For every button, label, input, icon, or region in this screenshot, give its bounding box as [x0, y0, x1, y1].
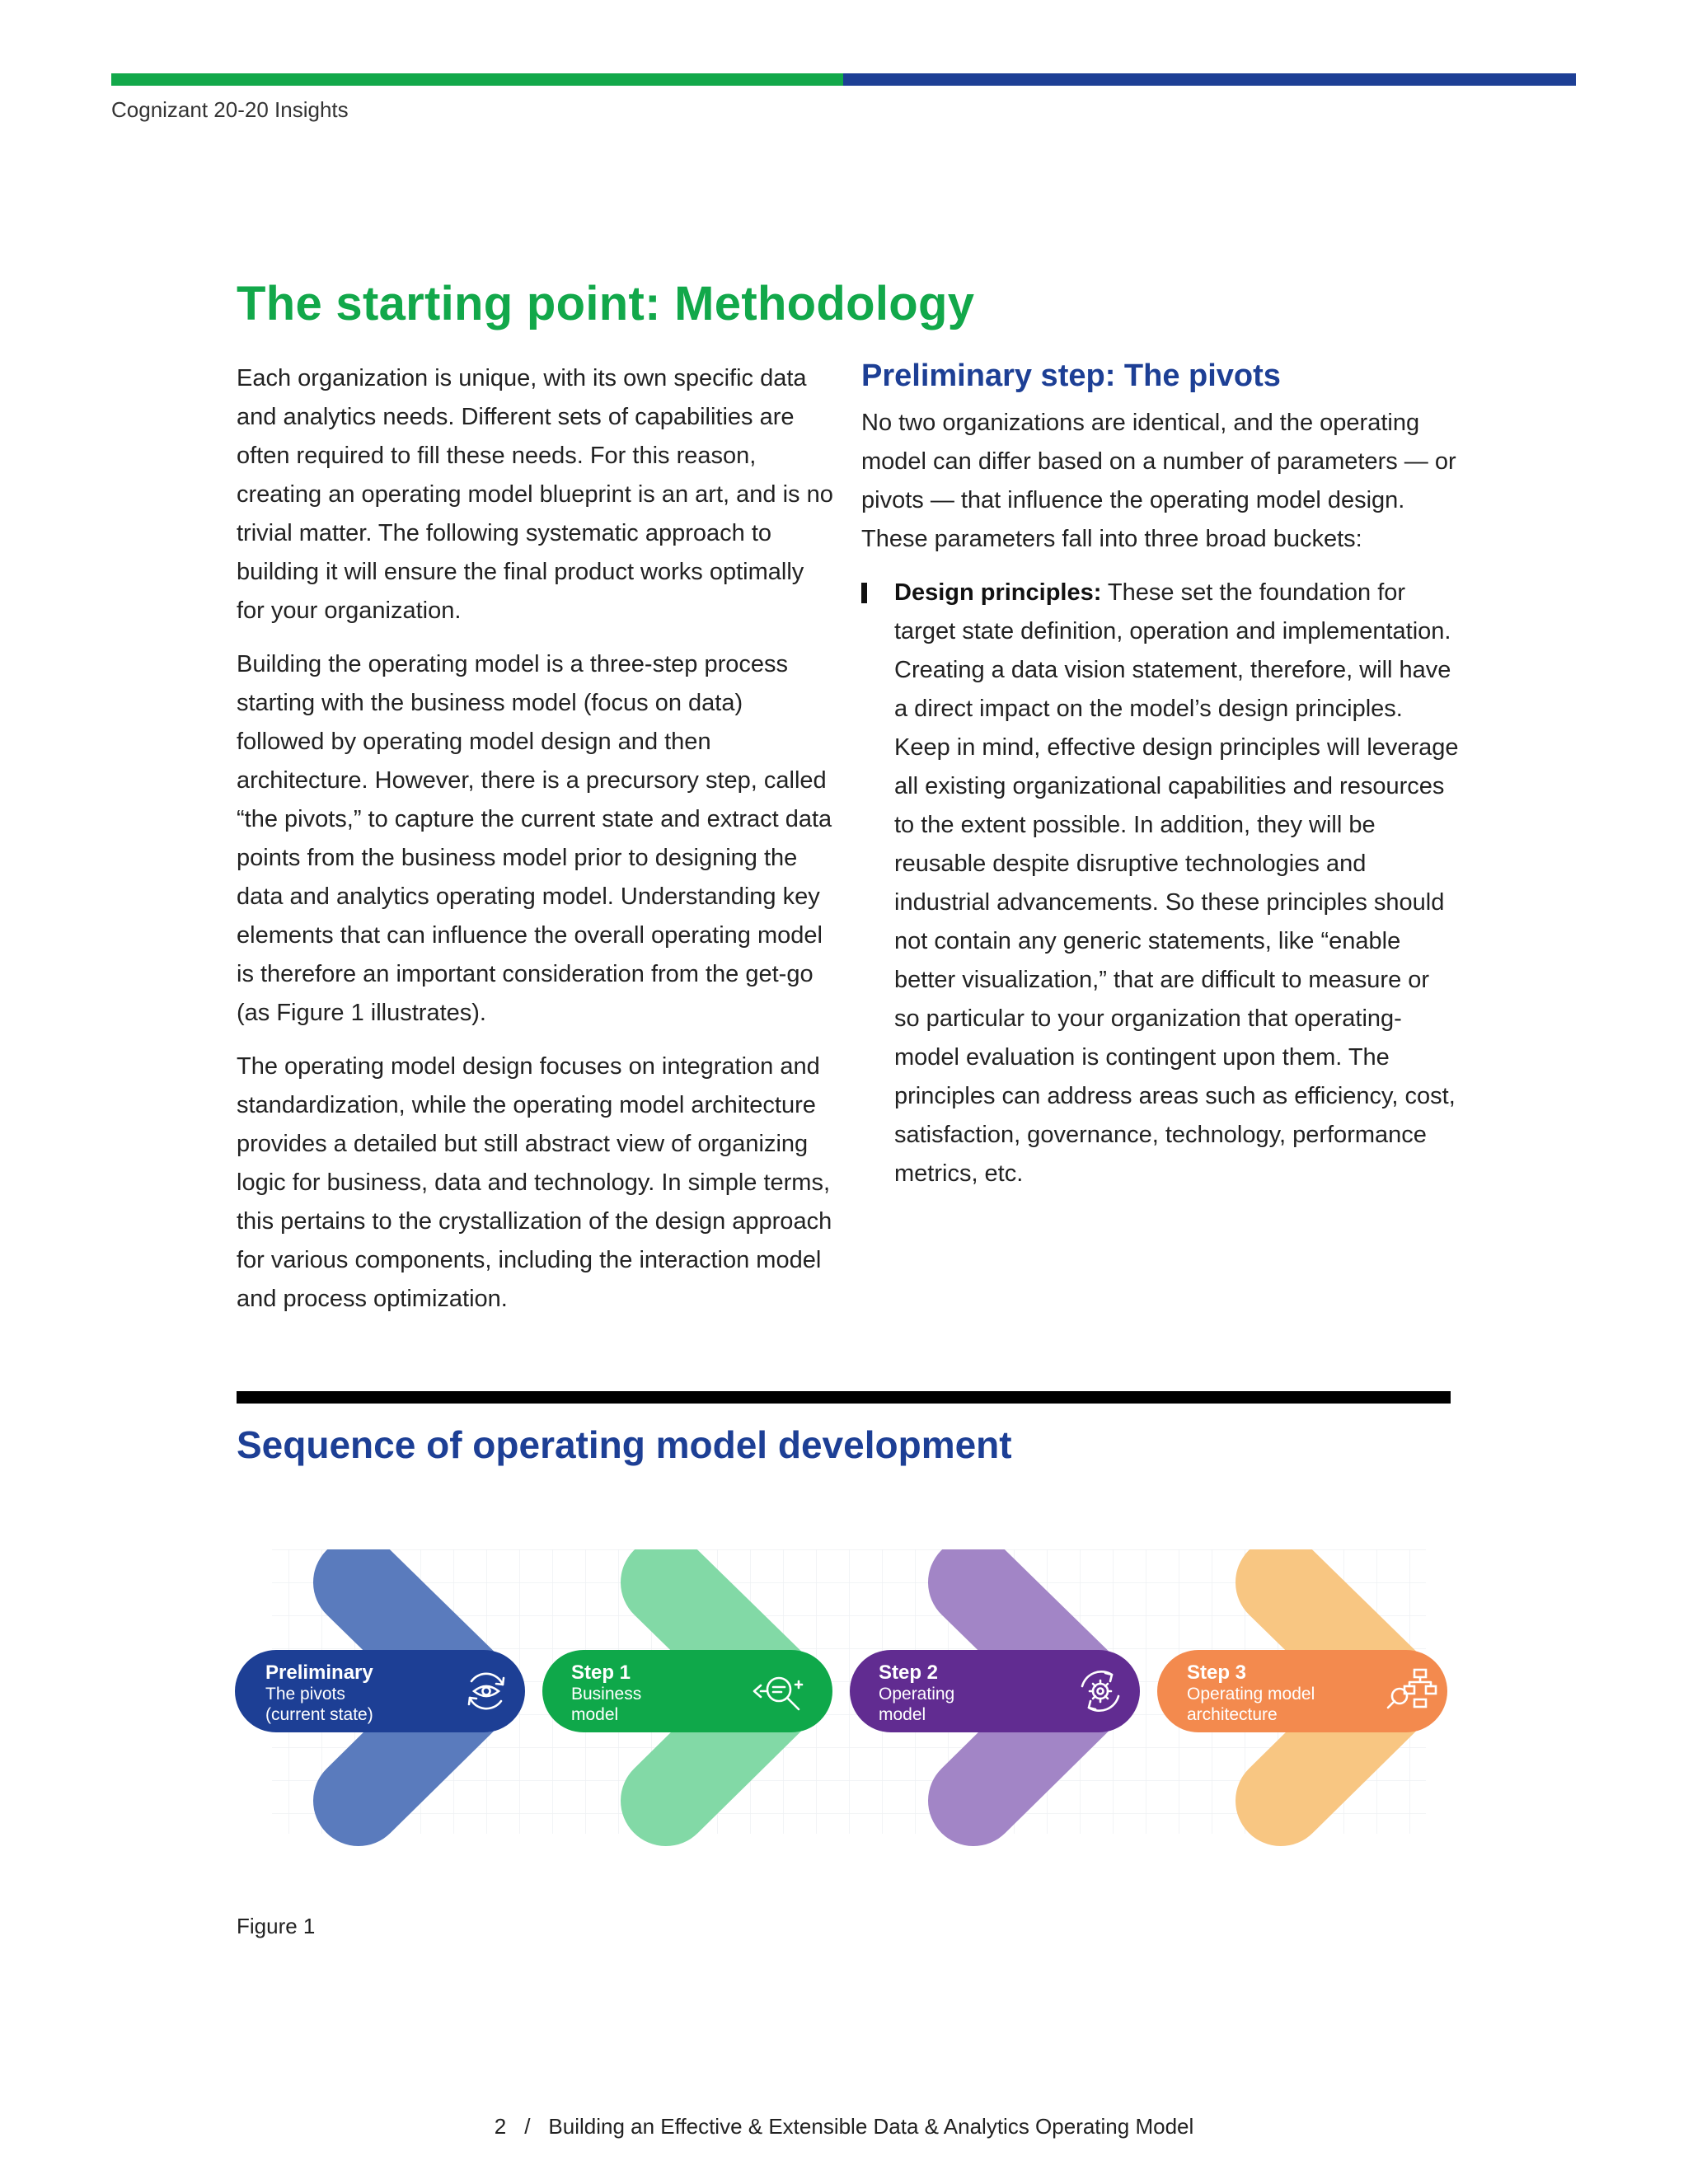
step-line1: Operating model — [1187, 1685, 1315, 1704]
header-bar-blue — [843, 73, 1576, 86]
step-title: Step 3 — [1187, 1661, 1247, 1684]
right-column — [861, 353, 1459, 1193]
step-title: Preliminary — [265, 1661, 373, 1684]
header-bar-green — [111, 73, 843, 86]
left-column — [237, 359, 834, 1333]
page-title: The starting point: Methodology — [237, 277, 975, 330]
paragraph: Each organization is unique, with its own specific data and analytics needs. Different sets of capabilities are often required to fill these needs. For this reason, creating an operating model blueprint is an art, and is no trivial matter. The following systematic approach to building it will ensure the final product works optimally for your organization. — [237, 365, 833, 624]
paragraph: Building the operating model is a three-step process starting with the business model (focus on data) followed by operating model design and then architecture. However, there is a precursory step, called “the pivots,” to capture the current state and extract data points from the business model prior to designing the data and analytics operating model. Understanding key elements that can influence the overall operating model is therefore an important consideration from the get-go (as Figure 1 illustrates). — [237, 651, 832, 1026]
section-divider — [237, 1391, 1451, 1404]
paragraph: No two organizations are identical, and the operating model can differ based on a number of parameters — or pivots — that influence the operating model design. These parameters fall into three broad buckets: — [861, 410, 1456, 552]
step-line2: model — [571, 1705, 619, 1724]
document-title: Building an Effective & Extensible Data & Analytics Operating Model — [548, 2114, 1194, 2139]
brand-label: Cognizant 20-20 Insights — [111, 97, 349, 122]
step-line1: The pivots — [265, 1685, 345, 1704]
page-number: 2 — [494, 2114, 507, 2139]
figure-title: Sequence of operating model development — [237, 1423, 1012, 1466]
bullet-label: Design principles: — [894, 579, 1102, 606]
step-line1: Operating — [879, 1685, 955, 1704]
step-line1: Business — [571, 1685, 642, 1704]
bullet-item — [861, 574, 1459, 1193]
step-title: Step 2 — [879, 1661, 939, 1684]
footer-separator: / — [524, 2114, 531, 2139]
sequence-diagram — [223, 1549, 1467, 1854]
section-heading: Preliminary step: The pivots — [861, 359, 1281, 393]
step-line2: architecture — [1187, 1705, 1278, 1724]
bullet-text: These set the foundation for target state definition, operation and implementation. Creating a data vision statement, therefore, will have a direct impact on the model’s design principles. Keep in mind, effective design principles will leverage all existing organizational capabilities and resources to the extent possible. In addition, they will be reusable despite disruptive technologies and industrial advancements. So these principles should not contain any generic statements, like “enable better visualization,” that are difficult to measure or so particular to your organization that operating-model evaluation is contingent upon them. The principles can address areas such as efficiency, cost, satisfaction, governance, technology, performance metrics, etc. — [894, 579, 1459, 1187]
figure-caption: Figure 1 — [237, 1914, 316, 1938]
page-footer — [0, 2114, 1688, 2139]
bullet-marker — [861, 583, 867, 603]
paragraph: The operating model design focuses on integration and standardization, while the operating model architecture provides a detailed but still abstract view of organizing logic for business, data and technology. In simple terms, this pertains to the crystallization of the design approach for various components, including the interaction model and process optimization. — [237, 1053, 832, 1312]
step-title: Step 1 — [571, 1661, 631, 1684]
step-line2: (current state) — [265, 1705, 373, 1724]
step-line2: model — [879, 1705, 926, 1724]
